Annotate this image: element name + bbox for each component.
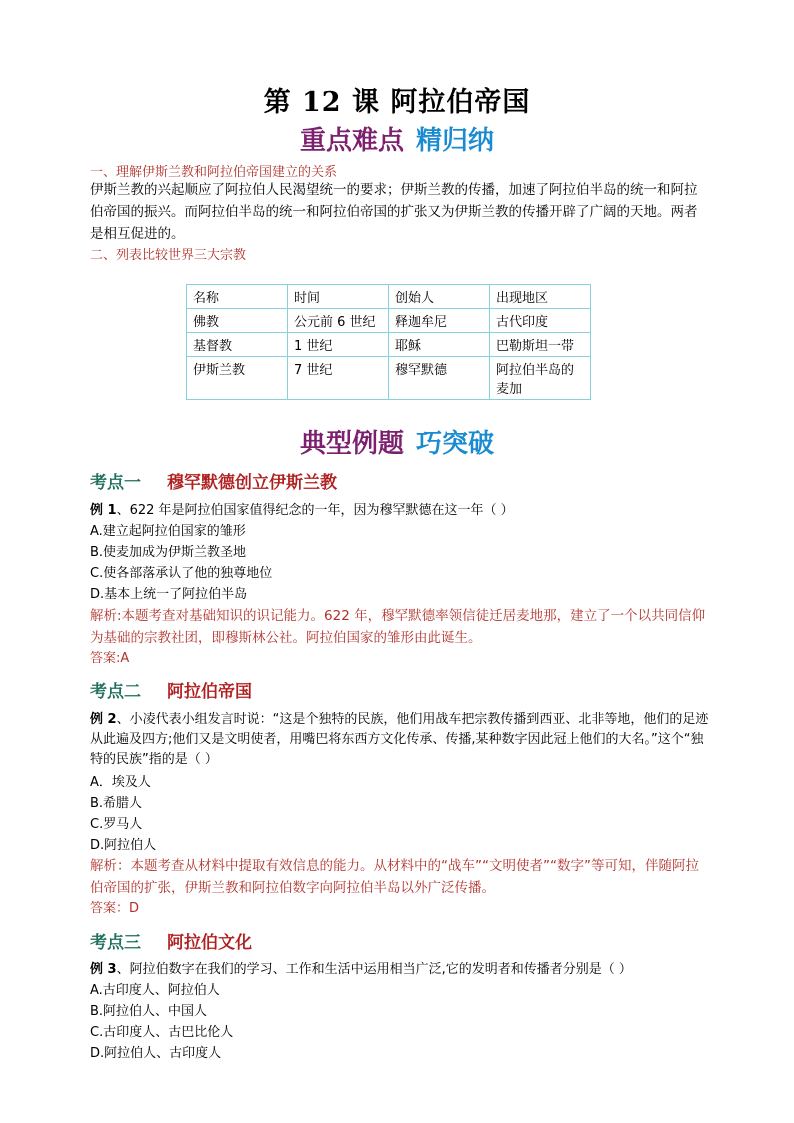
table-header-cell: 名称: [187, 285, 288, 309]
section1-heading: 一、理解伊斯兰教和阿拉伯帝国建立的关系: [90, 165, 338, 180]
topic1-label: 考点一: [90, 473, 141, 493]
q2-option: A．埃及人: [90, 775, 151, 790]
q2-label: 例 2: [90, 712, 117, 727]
table-header-row: [187, 285, 591, 309]
table-header-cell: 时间: [288, 285, 389, 309]
banner-key-points: [0, 120, 794, 157]
q3-option: B.阿拉伯人、中国人: [90, 1004, 208, 1019]
topic3-title: 阿拉伯文化: [167, 933, 252, 953]
q2-answer: 答案：D: [90, 901, 140, 916]
banner-examples-part1: 典型例题: [299, 429, 404, 459]
q3-option: A.古印度人、阿拉伯人: [90, 983, 220, 998]
table-cell: 1 世纪: [288, 333, 389, 357]
section2-heading: 二、列表比较世界三大宗教: [90, 248, 247, 263]
q3-option: C.古印度人、古巴比伦人: [90, 1025, 234, 1040]
q1-option: D.基本上统一了阿拉伯半岛: [90, 587, 248, 602]
q1-label: 例 1: [90, 503, 117, 518]
table-cell: 阿拉伯半岛的麦加: [490, 357, 591, 400]
q2-option: B.希腊人: [90, 796, 143, 811]
q1-option: B.使麦加成为伊斯兰教圣地: [90, 545, 247, 560]
topic1-title: 穆罕默德创立伊斯兰教: [167, 473, 337, 493]
q1-answer: 答案:A: [90, 651, 130, 666]
topic2-label: 考点二: [90, 682, 141, 702]
table-header-cell: 出现地区: [490, 285, 591, 309]
table-header-cell: 创始人: [389, 285, 490, 309]
banner-key-points-part2: 精归纳: [416, 126, 495, 156]
q1-analysis: 解析:本题考查对基础知识的识记能力。622 年，穆罕默德率领信徒迁居麦地那，建立了一个以共同信仰为基础的宗教社团，即穆斯林公社。阿拉伯国家的雏形由此诞生。: [90, 608, 706, 646]
q2-stem: [90, 710, 710, 770]
table-cell: 穆罕默德: [389, 357, 490, 400]
table-row: [187, 357, 591, 400]
table-cell: 耶稣: [389, 333, 490, 357]
banner-examples: [0, 423, 794, 460]
topic3-label: 考点三: [90, 933, 141, 953]
topic2-heading: [90, 677, 252, 702]
q1-stem-text: 、622 年是阿拉伯国家值得纪念的一年，因为穆罕默德在这一年（ ）: [116, 503, 514, 518]
topic3-heading: [90, 928, 252, 953]
table-cell: 古代印度: [490, 309, 591, 333]
banner-examples-part2: 巧突破: [416, 429, 495, 459]
q1-option: C.使各部落承认了他的独尊地位: [90, 566, 273, 581]
q2-stem-text: 、小凌代表小组发言时说：“这是个独特的民族，他们用战车把宗教传播到西亚、北非等地，他们的足迹从此遍及四方;他们又是文明使者，用嘴巴将东西方文化传承、传播,某种数字因此冠上他们的大名。”这个“独特的民族”指的是（ ）: [90, 712, 709, 767]
table-row: [187, 333, 591, 357]
table-cell: 7 世纪: [288, 357, 389, 400]
topic1-heading: [90, 468, 337, 493]
q2-option: D.阿拉伯人: [90, 838, 157, 853]
lesson-title: 第 12 课 阿拉伯帝国: [263, 87, 531, 118]
q2-analysis: 解析：本题考查从材料中提取有效信息的能力。从材料中的“战车”“文明使者”“数字”等可知，伴随阿拉伯帝国的扩张，伊斯兰教和阿拉伯数字向阿拉伯半岛以外广泛传播。: [90, 858, 699, 896]
q3-stem-text: 、阿拉伯数字在我们的学习、工作和生活中运用相当广泛,它的发明者和传播者分别是（ ）: [116, 962, 632, 977]
table-cell: 巴勒斯坦一带: [490, 333, 591, 357]
banner-key-points-part1: 重点难点: [299, 126, 404, 156]
q2-option: C.罗马人: [90, 817, 143, 832]
table-cell: 佛教: [187, 309, 288, 333]
table-cell: 基督教: [187, 333, 288, 357]
religions-table: [186, 284, 591, 400]
table-cell: 伊斯兰教: [187, 357, 288, 400]
table-row: [187, 309, 591, 333]
table-cell: 释迦牟尼: [389, 309, 490, 333]
section1-text: 伊斯兰教的兴起顺应了阿拉伯人民渴望统一的要求；伊斯兰教的传播，加速了阿拉伯半岛的统一和阿拉伯帝国的振兴。而阿拉伯半岛的统一和阿拉伯帝国的扩张又为伊斯兰教的传播开辟了广阔的天地。两者是相互促进的。: [90, 182, 698, 242]
table-cell: 公元前 6 世纪: [288, 309, 389, 333]
q1-stem: [90, 501, 514, 521]
q1-option: A.建立起阿拉伯国家的雏形: [90, 524, 246, 539]
q3-option: D.阿拉伯人、古印度人: [90, 1046, 222, 1061]
topic2-title: 阿拉伯帝国: [167, 682, 252, 702]
q3-stem: [90, 960, 632, 980]
q3-label: 例 3: [90, 962, 117, 977]
